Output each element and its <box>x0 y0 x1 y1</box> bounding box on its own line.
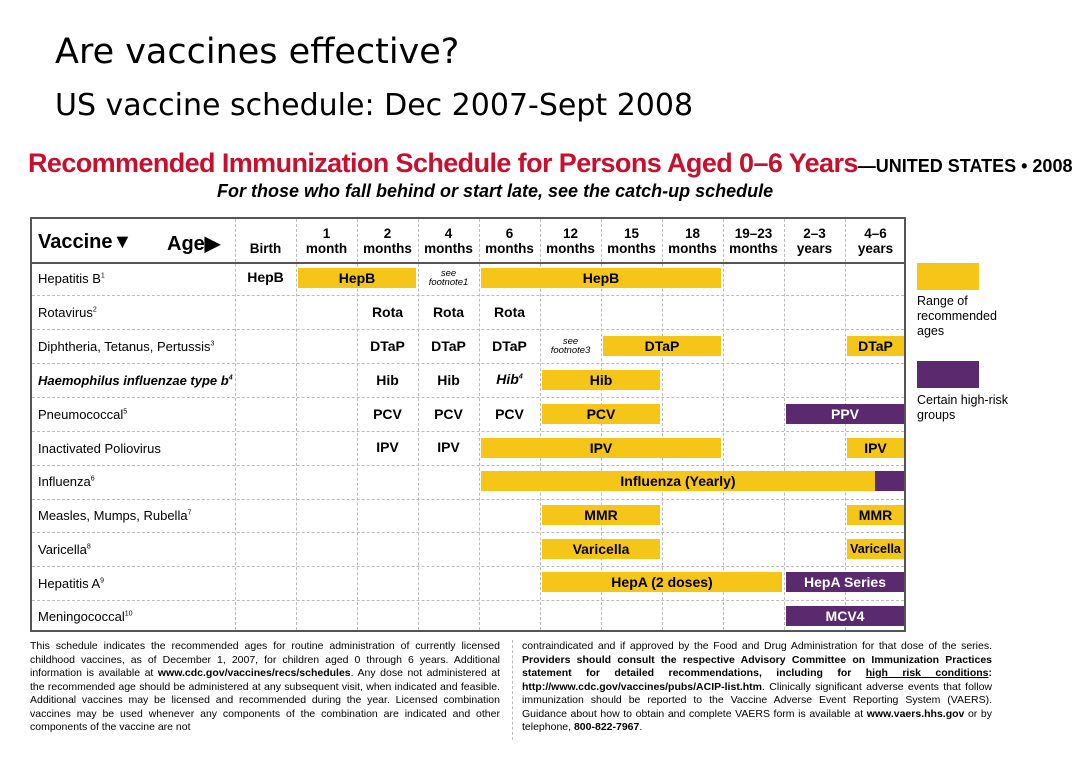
hepb-birth-dose: HepB <box>247 269 284 285</box>
row-label-poliovirus: Inactivated Poliovirus <box>38 441 161 456</box>
schedules-link[interactable]: www.cdc.gov/vaccines/recs/schedules <box>157 667 351 679</box>
schedule-title <box>28 148 1072 179</box>
hib-2-months: Hib <box>376 372 399 388</box>
schedule-subtitle: For those who fall behind or start late, see the catch-up schedule <box>217 181 774 201</box>
ipv-4-months: IPV <box>437 439 460 455</box>
influenza-high-risk-bar <box>875 471 904 491</box>
notes-right: contraindicated and if approved by the Food and Drug Administration for that dose of the series. Providers should consult the respective Advisory Committee on Immunization Practices statement for detailed recommendations, including for high risk conditions: http://www.cdc.gov/vaccines/pubs/ACIP-list.htm. Clinically significant adverse events that follow immunization should be reported to the Vaccine Adverse Event Reporting System (VAERS). Guidance about how to obtain and complete VAERS form is available at www.vaers.hhs.gov or by telephone, 800-822-7967. <box>522 640 992 733</box>
dtap-6-months: DTaP <box>492 338 527 354</box>
age-header-1-month: 1 month <box>305 226 348 256</box>
pcv-6-months: PCV <box>495 406 524 422</box>
ipv-range-bar: IPV <box>481 438 721 458</box>
age-header-4-months: 4 months <box>424 226 473 256</box>
ipv-2-months: IPV <box>376 439 399 455</box>
vaers-phone: 800-822-7967 <box>573 721 640 733</box>
row-label-rotavirus: Rotavirus$^2$ <box>38 305 97 320</box>
row-label-hepatitis-a: Hepatitis $A^9$ <box>38 576 105 591</box>
pcv-4-months: PCV <box>434 406 463 422</box>
hib-6-months: Hib$^4$ <box>496 371 523 387</box>
varicella-4-6-years: Varicella <box>847 539 904 559</box>
hib-range-bar: Hib <box>542 370 660 390</box>
mmr-4-6-years: MMR <box>847 505 904 525</box>
hib-4-months: Hib <box>437 372 460 388</box>
age-header-12-months: 12 months <box>546 226 595 256</box>
row-label-pneumococcal: Pneumococcal$^5$ <box>38 407 128 422</box>
ipv-4-6-years: IPV <box>847 438 904 458</box>
row-label-hepatitis-b: Hepatitis $B^1$ <box>38 271 105 286</box>
dtap-2-months: DTaP <box>370 338 405 354</box>
age-column-header: Age▶ <box>167 233 221 255</box>
age-header-6-months: 6 months <box>485 226 534 256</box>
pcv-range-bar: PCV <box>542 404 660 424</box>
ppv-high-risk-bar: PPV <box>786 404 904 424</box>
legend-risk-label: Certain high-risk groups <box>917 393 1009 422</box>
legend-range-swatch <box>917 263 979 290</box>
rota-6-months: Rota <box>493 304 526 320</box>
age-header-4-6-years: 4–6 years <box>857 226 894 256</box>
schedule-table <box>30 217 906 632</box>
dtap-4-6-years: DTaP <box>847 336 904 356</box>
row-label-mmr: Measles, Mumps, Rubella$^7$ <box>38 508 192 523</box>
slide-title: Are vaccines effective? <box>55 32 460 72</box>
age-header-19-23-months: 19–23 months <box>729 226 778 256</box>
age-header-2-3-years: 2–3 years <box>796 226 833 256</box>
hepb-range-bar-1: HepB <box>298 268 416 288</box>
row-label-influenza: Influenza$^6$ <box>38 474 95 489</box>
row-label-dtp: Diphtheria, Tetanus, Pertussis$^3$ <box>38 339 215 354</box>
dtap-footnote: see footnote3 <box>550 336 591 356</box>
hepa-series-high-risk-bar: HepA Series <box>786 572 904 592</box>
age-header-2-months: 2 months <box>363 226 412 256</box>
hepa-range-bar: HepA (2 doses) <box>542 572 782 592</box>
row-label-meningococcal: Meningococcal$^{10}$ <box>38 609 133 624</box>
mcv4-high-risk-bar: MCV4 <box>786 606 904 626</box>
pcv-2-months: PCV <box>373 406 402 422</box>
row-label-varicella: Varicella$^8$ <box>38 542 91 557</box>
varicella-range-bar: Varicella <box>542 539 660 559</box>
rota-4-months: Rota <box>432 304 465 320</box>
age-header-15-months: 15 months <box>607 226 656 256</box>
legend-range-label: Range of recommended ages <box>917 294 997 338</box>
notes-left: This schedule indicates the recommended ages for routine administration of currently licensed childhood vaccines, as of December 1, 2007, for children aged 0 through 6 years. Additional information is available at www.cdc.gov/vaccines/recs/schedules. Any dose not administered at the recommended age should be administered at any subsequent visit, when indicated and feasible. Additional vaccines may be licensed and recommended during the year. Licensed combination vaccines may be used whenever any components of the combination are indicated and other components of the vaccine are not <box>30 640 500 733</box>
schedule-title-main: Recommended Immunization Schedule for Persons Aged 0–6 Years <box>28 148 858 178</box>
mmr-range-bar: MMR <box>542 505 660 525</box>
vaers-link[interactable]: www.vaers.hhs.gov <box>866 707 965 720</box>
vaccine-column-header: Vaccine▼ <box>38 231 133 253</box>
row-label-hib: Haemophilus influenzae type $b^4$ <box>38 373 233 388</box>
slide-subtitle: US vaccine schedule: Dec 2007-Sept 2008 <box>55 88 694 123</box>
hepb-range-bar-2: HepB <box>481 268 721 288</box>
hepb-footnote: see footnote1 <box>428 268 469 288</box>
acip-link[interactable]: http://www.cdc.gov/vaccines/pubs/ACIP-list.htm <box>522 680 762 693</box>
legend-risk-swatch <box>917 361 979 388</box>
influenza-range-bar: Influenza (Yearly) <box>481 471 875 491</box>
dtap-range-bar: DTaP <box>603 336 721 356</box>
dtap-4-months: DTaP <box>431 338 466 354</box>
rota-2-months: Rota <box>371 304 404 320</box>
schedule-title-suffix: —UNITED STATES • 2008 <box>857 156 1072 176</box>
age-header-18-months: 18 months <box>668 226 717 256</box>
age-header-birth: Birth <box>249 241 282 256</box>
